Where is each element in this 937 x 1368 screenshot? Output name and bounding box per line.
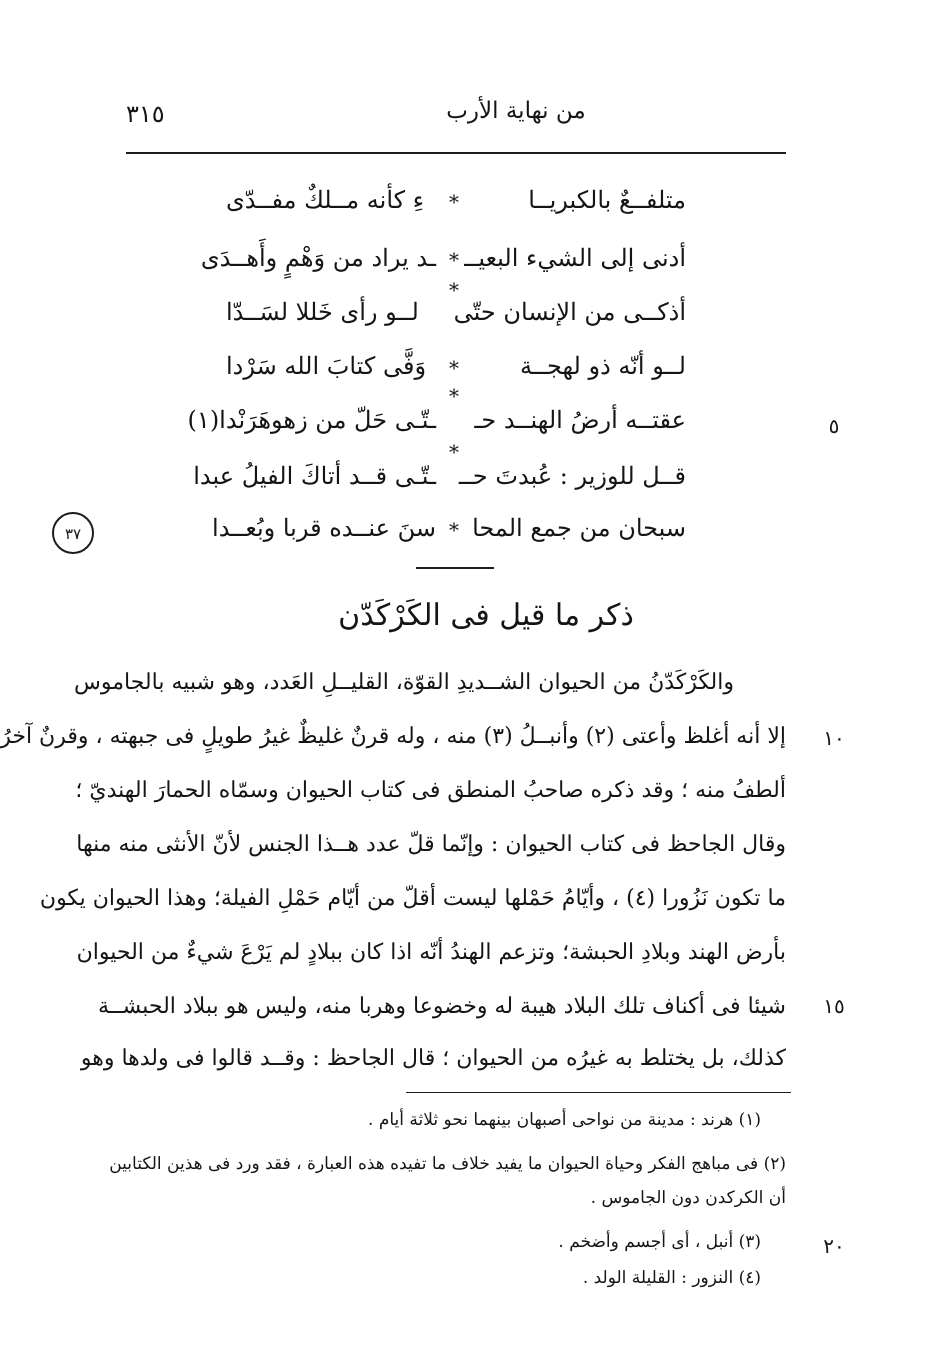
verse-second-hemistich: سنَ عنــده قربا وبُعــدا [212, 514, 436, 542]
footnote-continuation: أن الكركدن دون الجاموس . [590, 1188, 786, 1208]
running-title: من نهاية الأرب [446, 98, 586, 124]
prose-line: ما تكون نَزُورا (٤) ، وأيّامُ حَمْلها ليست أقلّ من أيّام حَمْلِ الفيلة؛ وهذا الحيوان يكون [39, 886, 786, 911]
prose-line: شيئا فى أكناف تلك البلاد هيبة له وخضوعا وهربا منه، وليس هو ببلاد الحبشــة [97, 994, 786, 1019]
prose-line: ألطفُ منه ؛ وقد ذكره صاحبُ المنطق فى كتاب الحيوان وسمّاه الحمارَ الهنديّ ؛ [75, 778, 786, 803]
verse-second-hemistich: ـد يراد من وَهْمٍ وأَهــدَى [200, 244, 436, 272]
prose-line: كذلك، بل يختلط به غيرُه من الحيوان ؛ قال الجاحظ : وقــد قالوا فى ولدها وهو [80, 1046, 786, 1071]
verse-star: * [449, 190, 459, 214]
verse-second-hemistich: لــو رأى خَللا لسَــدّا [226, 298, 419, 326]
verse-first-hemistich: لــو أنّه ذو لهجــة [520, 352, 686, 380]
verse-second-hemistich: ـتّـى حَلّ من زهوهَرَنْدا(١) [187, 406, 436, 434]
verse-second-hemistich: ـتّـى قــد أتاكَ الفيلُ عبدا [193, 462, 436, 490]
prose-line: بأرض الهند وبلادِ الحبشة؛ وتزعم الهندُ أنّه اذا كان ببلادٍ لم يَرْعَ شيءٌ من الحيوان [76, 940, 786, 965]
verse-second-hemistich: ءِ كأنه مــلكٌ مفــدّى [226, 186, 424, 214]
verse-line [193, 440, 686, 502]
verse-first-hemistich: أدنى إلى الشيء البعيــ [464, 244, 686, 272]
verse-first-hemistich: قــل للوزير : عُبدتَ حــ [458, 462, 686, 490]
verse-line [212, 514, 686, 554]
verse-first-hemistich: عقتــه أرضُ الهنــد حـ [474, 406, 686, 434]
line-number: ١٥ [823, 994, 845, 1018]
verse-first-hemistich: متلفــعٌ بالكبريــا [528, 186, 686, 214]
verse-star: * [449, 248, 459, 272]
verse-first-hemistich: سبحان من جمع المحا [472, 514, 686, 542]
prose-line: والكَرْكَدّنُ من الحيوان الشــديدِ القوّة، القليــلِ العَدد، وهو شبيه بالجاموس [74, 670, 734, 695]
verse-star: * [449, 384, 459, 408]
verse-first-hemistich: أذكــى من الإنسان حتّى [453, 298, 686, 326]
verse-line [226, 278, 686, 338]
prose-line: إلا أنه أغلظ وأعتى (٢) وأنبــلُ (٣) منه ، وله قرنٌ غليظٌ غيرُ طويلٍ فى جبهته ، وقرنٌ آخرُ [0, 724, 786, 749]
line-number: ١٠ [823, 726, 845, 750]
section-heading: ذكر ما قيل فى الكَرْكَدّن [338, 598, 634, 633]
page-header [126, 92, 786, 154]
verse-star: * [449, 356, 459, 380]
margin-stamp: ٣٧ [52, 512, 94, 554]
verse-star: * [449, 440, 459, 464]
footnote: (٣) أنبل ، أى أجسم وأضخم . [558, 1232, 761, 1252]
footnote-separator-rule [406, 1092, 791, 1093]
line-number: ٥ [828, 414, 840, 438]
verse-star: * [449, 518, 459, 542]
prose-line: وقال الجاحظ فى كتاب الحيوان : وإنّما قلّ عدد هــذا الجنس لأنّ الأنثى منه منها [76, 832, 786, 857]
verse-separator-rule [416, 567, 494, 569]
verse-star: * [449, 278, 459, 302]
footnote: (٢) فى مباهج الفكر وحياة الحيوان ما يفيد خلاف ما تفيده هذه العبارة ، فقد ورد فى هذين الكتابين [109, 1154, 786, 1174]
verse-line [226, 186, 686, 226]
line-number: ٢٠ [823, 1234, 845, 1258]
footnote: (١) هرند : مدينة من نواحى أصبهان بينهما نحو ثلاثة أيام . [368, 1110, 761, 1130]
page-number: ٣١٥ [126, 100, 165, 128]
footnote: (٤) النزور : القليلة الولد . [582, 1268, 761, 1288]
verse-second-hemistich: وَفَّى كتابَ الله سَرْدا [226, 352, 427, 380]
